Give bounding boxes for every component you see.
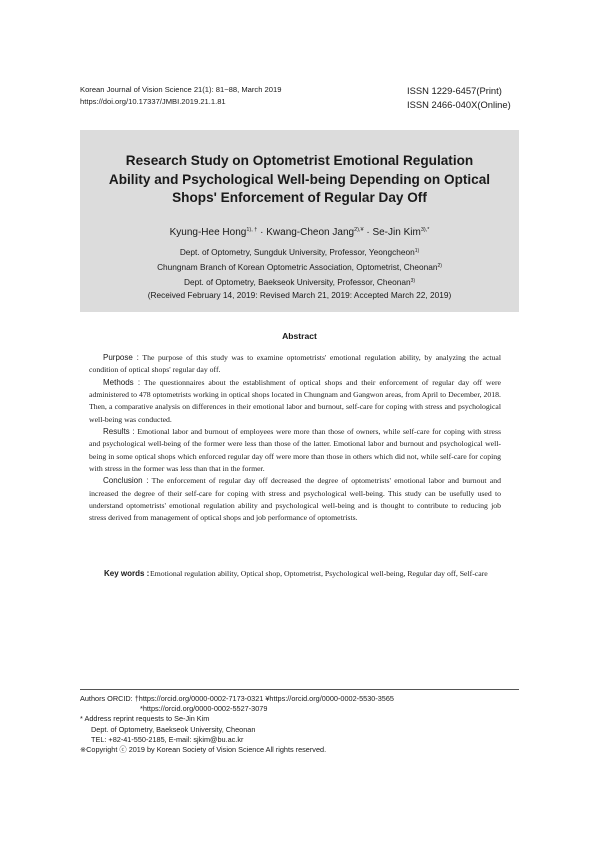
journal-header (80, 84, 281, 107)
author-separator: · (257, 227, 267, 238)
affiliation-text: Dept. of Optometry, Baekseok University, Professor, Cheonan (183, 277, 411, 287)
section-text: Emotional labor and burnout of employees were more than those of owners, while self-care for coping with stress and psychological well-being of the former were less than those of the latter. Emotional labor and burnout and psychological well-being in some optical shops which enforced regular day off were more than those in others which did not, while self-care for coping with stress in the former was less than that in the former. (89, 427, 501, 474)
orcid-line (80, 694, 520, 704)
affiliation-text: Dept. of Optometry, Sungduk University, Professor, Yeongcheon (179, 247, 415, 257)
affiliation-mark: 2) (437, 263, 442, 269)
issn-print: ISSN 1229-6457(Print) (407, 85, 502, 96)
affiliation-text: Chungnam Branch of Korean Optometric Association, Optometrist, Cheonan (157, 262, 438, 272)
keywords-text: Emotional regulation ability, Optical shop, Optometrist, Psychological well-being, Regular day off, Self-care (150, 569, 488, 578)
affiliation (80, 275, 519, 290)
received-dates: (Received February 14, 2019: Revised March 21, 2019: Accepted March 22, 2019) (147, 290, 452, 300)
author-list (80, 226, 519, 239)
author-mark: 2),¥ (354, 227, 364, 233)
orcid-links[interactable]: †https://orcid.org/0000-0002-7173-0321 ¥https://orcid.org/0000-0002-5530-3565 (134, 694, 394, 703)
keywords (104, 568, 550, 580)
affiliation-list (80, 245, 519, 290)
author-name: Se-Jin Kim (372, 227, 421, 238)
copyright: ※Copyright ⓒ 2019 by Korean Society of Vision Science All rights reserved. (80, 745, 327, 755)
author-name: Kyung-Hee Hong (169, 227, 247, 238)
section-label: Results : (103, 427, 135, 437)
orcid-link[interactable]: *https://orcid.org/0000-0002-5527-3079 (140, 704, 268, 714)
author-mark: 1), † (246, 227, 258, 233)
section-label: Conclusion : (103, 476, 149, 486)
title-line: Ability and Psychological Well-being Depending on Optical (108, 171, 491, 187)
affiliation-mark: 1) (414, 248, 420, 254)
affiliation (80, 260, 519, 275)
title-line: Research Study on Optometrist Emotional Regulation (125, 153, 474, 168)
footer-divider (80, 689, 519, 690)
reprint-contact: TEL: +82-41-550-2185, E-mail: sjkim@bu.ac.kr (91, 734, 244, 744)
issn-block (407, 84, 511, 111)
abstract-section-results (89, 426, 501, 475)
title-box (80, 130, 519, 312)
keywords-label: Key words : (104, 569, 150, 578)
journal-doi[interactable]: https://doi.org/10.17337/JMBI.2019.21.1.81 (80, 96, 226, 106)
orcid-label: Authors ORCID: (80, 694, 133, 703)
paper-title (80, 152, 519, 208)
footnotes (80, 694, 520, 755)
abstract-section-methods (89, 377, 501, 426)
abstract-section-conclusion (89, 475, 501, 524)
author-mark: 3),* (420, 227, 430, 233)
section-text: The enforcement of regular day off decreased the degree of optometrists' emotional labor and burnout and increased the degree of their self-care for coping with stress and psychological well-being. This study can be usefully used to understand optometrists' emotional regulation ability and psychological well-being and is thought to contribute to reducing job stress derived from management of optical shops and job performance of optometrists. (89, 476, 501, 523)
issn-online: ISSN 2466-040X(Online) (407, 98, 511, 110)
author-separator: · (363, 227, 373, 238)
section-text: The purpose of this study was to examine optometrists' emotional regulation ability, by analyzing the actual condition of optical shops' regular day off. (89, 353, 502, 375)
abstract-body (89, 352, 501, 525)
section-label: Methods : (103, 377, 141, 387)
affiliation (80, 245, 519, 260)
author-name: Kwang-Cheon Jang (266, 227, 355, 238)
reprint-address: Dept. of Optometry, Baekseok University, Cheonan (91, 724, 256, 734)
abstract-heading: Abstract (282, 331, 317, 341)
section-label: Purpose : (103, 353, 139, 362)
abstract-section-purpose (89, 352, 501, 377)
section-text: The questionnaires about the establishment of optical shops and their enforcement of regular day off were administered to 478 optometrists working in optical shops located in Chungnam and Gangwon areas, from April to December, 2018. Then, a comparative analysis on differences in their emotional labor and burnout, self-care for coping with stress and psychological well-being was conducted. (89, 377, 501, 424)
journal-citation: Korean Journal of Vision Science 21(1): 81~88, March 2019 (80, 85, 282, 94)
reprint-request: * Address reprint requests to Se-Jin Kim (80, 714, 210, 724)
affiliation-mark: 3) (410, 278, 416, 284)
title-line: Shops' Enforcement of Regular Day Off (172, 190, 427, 205)
